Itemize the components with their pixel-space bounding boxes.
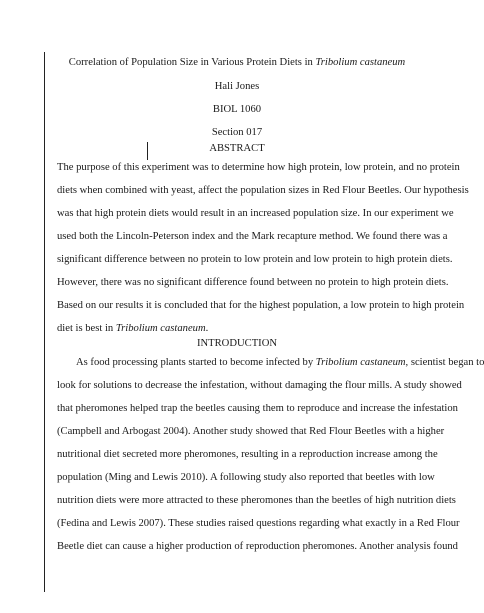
paper-title: Correlation of Population Size in Various Protein Diets in Tribolium castaneum [68, 57, 406, 68]
section-number: Section 017 [211, 127, 263, 138]
introduction-line: that pheromones helped trap the beetles causing them to reproduce and increase the infestation [57, 403, 458, 414]
introduction-line: (Fedina and Lewis 2007). These studies raised questions regarding what exactly in a Red Flour [57, 518, 460, 529]
author-name: Hali Jones [214, 81, 260, 92]
introduction-line: As food processing plants started to become infected by Tribolium castaneum, scientist began to [76, 357, 484, 368]
introduction-line: Beetle diet can cause a higher production of reproduction pheromones. Another analysis found [57, 541, 458, 552]
course-number: BIOL 1060 [212, 104, 262, 115]
introduction-heading: INTRODUCTION [196, 338, 278, 349]
abstract-line: The purpose of this experiment was to determine how high protein, low protein, and no protein [57, 162, 460, 173]
abstract-line: significant difference between no protein to low protein and low protein to high protein diets. [57, 254, 453, 265]
abstract-line: However, there was no significant difference found between no protein to high protein diets. [57, 277, 449, 288]
abstract-line: Based on our results it is concluded that for the highest population, a low protein to high protein [57, 300, 465, 311]
introduction-line: (Campbell and Arbogast 2004). Another study showed that Red Flour Beetles with a higher [57, 426, 445, 437]
introduction-line: look for solutions to decrease the infestation, without damaging the flour mills. A study showed [57, 380, 462, 391]
abstract-line: used both the Lincoln-Peterson index and the Mark recapture method. We found there was a [57, 231, 448, 242]
abstract-heading: ABSTRACT [209, 143, 265, 154]
introduction-line: population (Ming and Lewis 2010). A following study also reported that beetles with low [57, 472, 435, 483]
abstract-line: was that high protein diets would result in an increased population size. In our experiment we [57, 208, 454, 219]
abstract-line: diet is best in Tribolium castaneum. [57, 323, 209, 334]
introduction-line: nutrition diets were more attracted to these pheromones than the beetles of high nutrition diets [57, 495, 456, 506]
abstract-line: diets when combined with yeast, affect the population sizes in Red Flour Beetles. Our hypothesis [57, 185, 469, 196]
introduction-line: nutritional diet secreted more pheromones, resulting in a reproduction increase among the [57, 449, 438, 460]
